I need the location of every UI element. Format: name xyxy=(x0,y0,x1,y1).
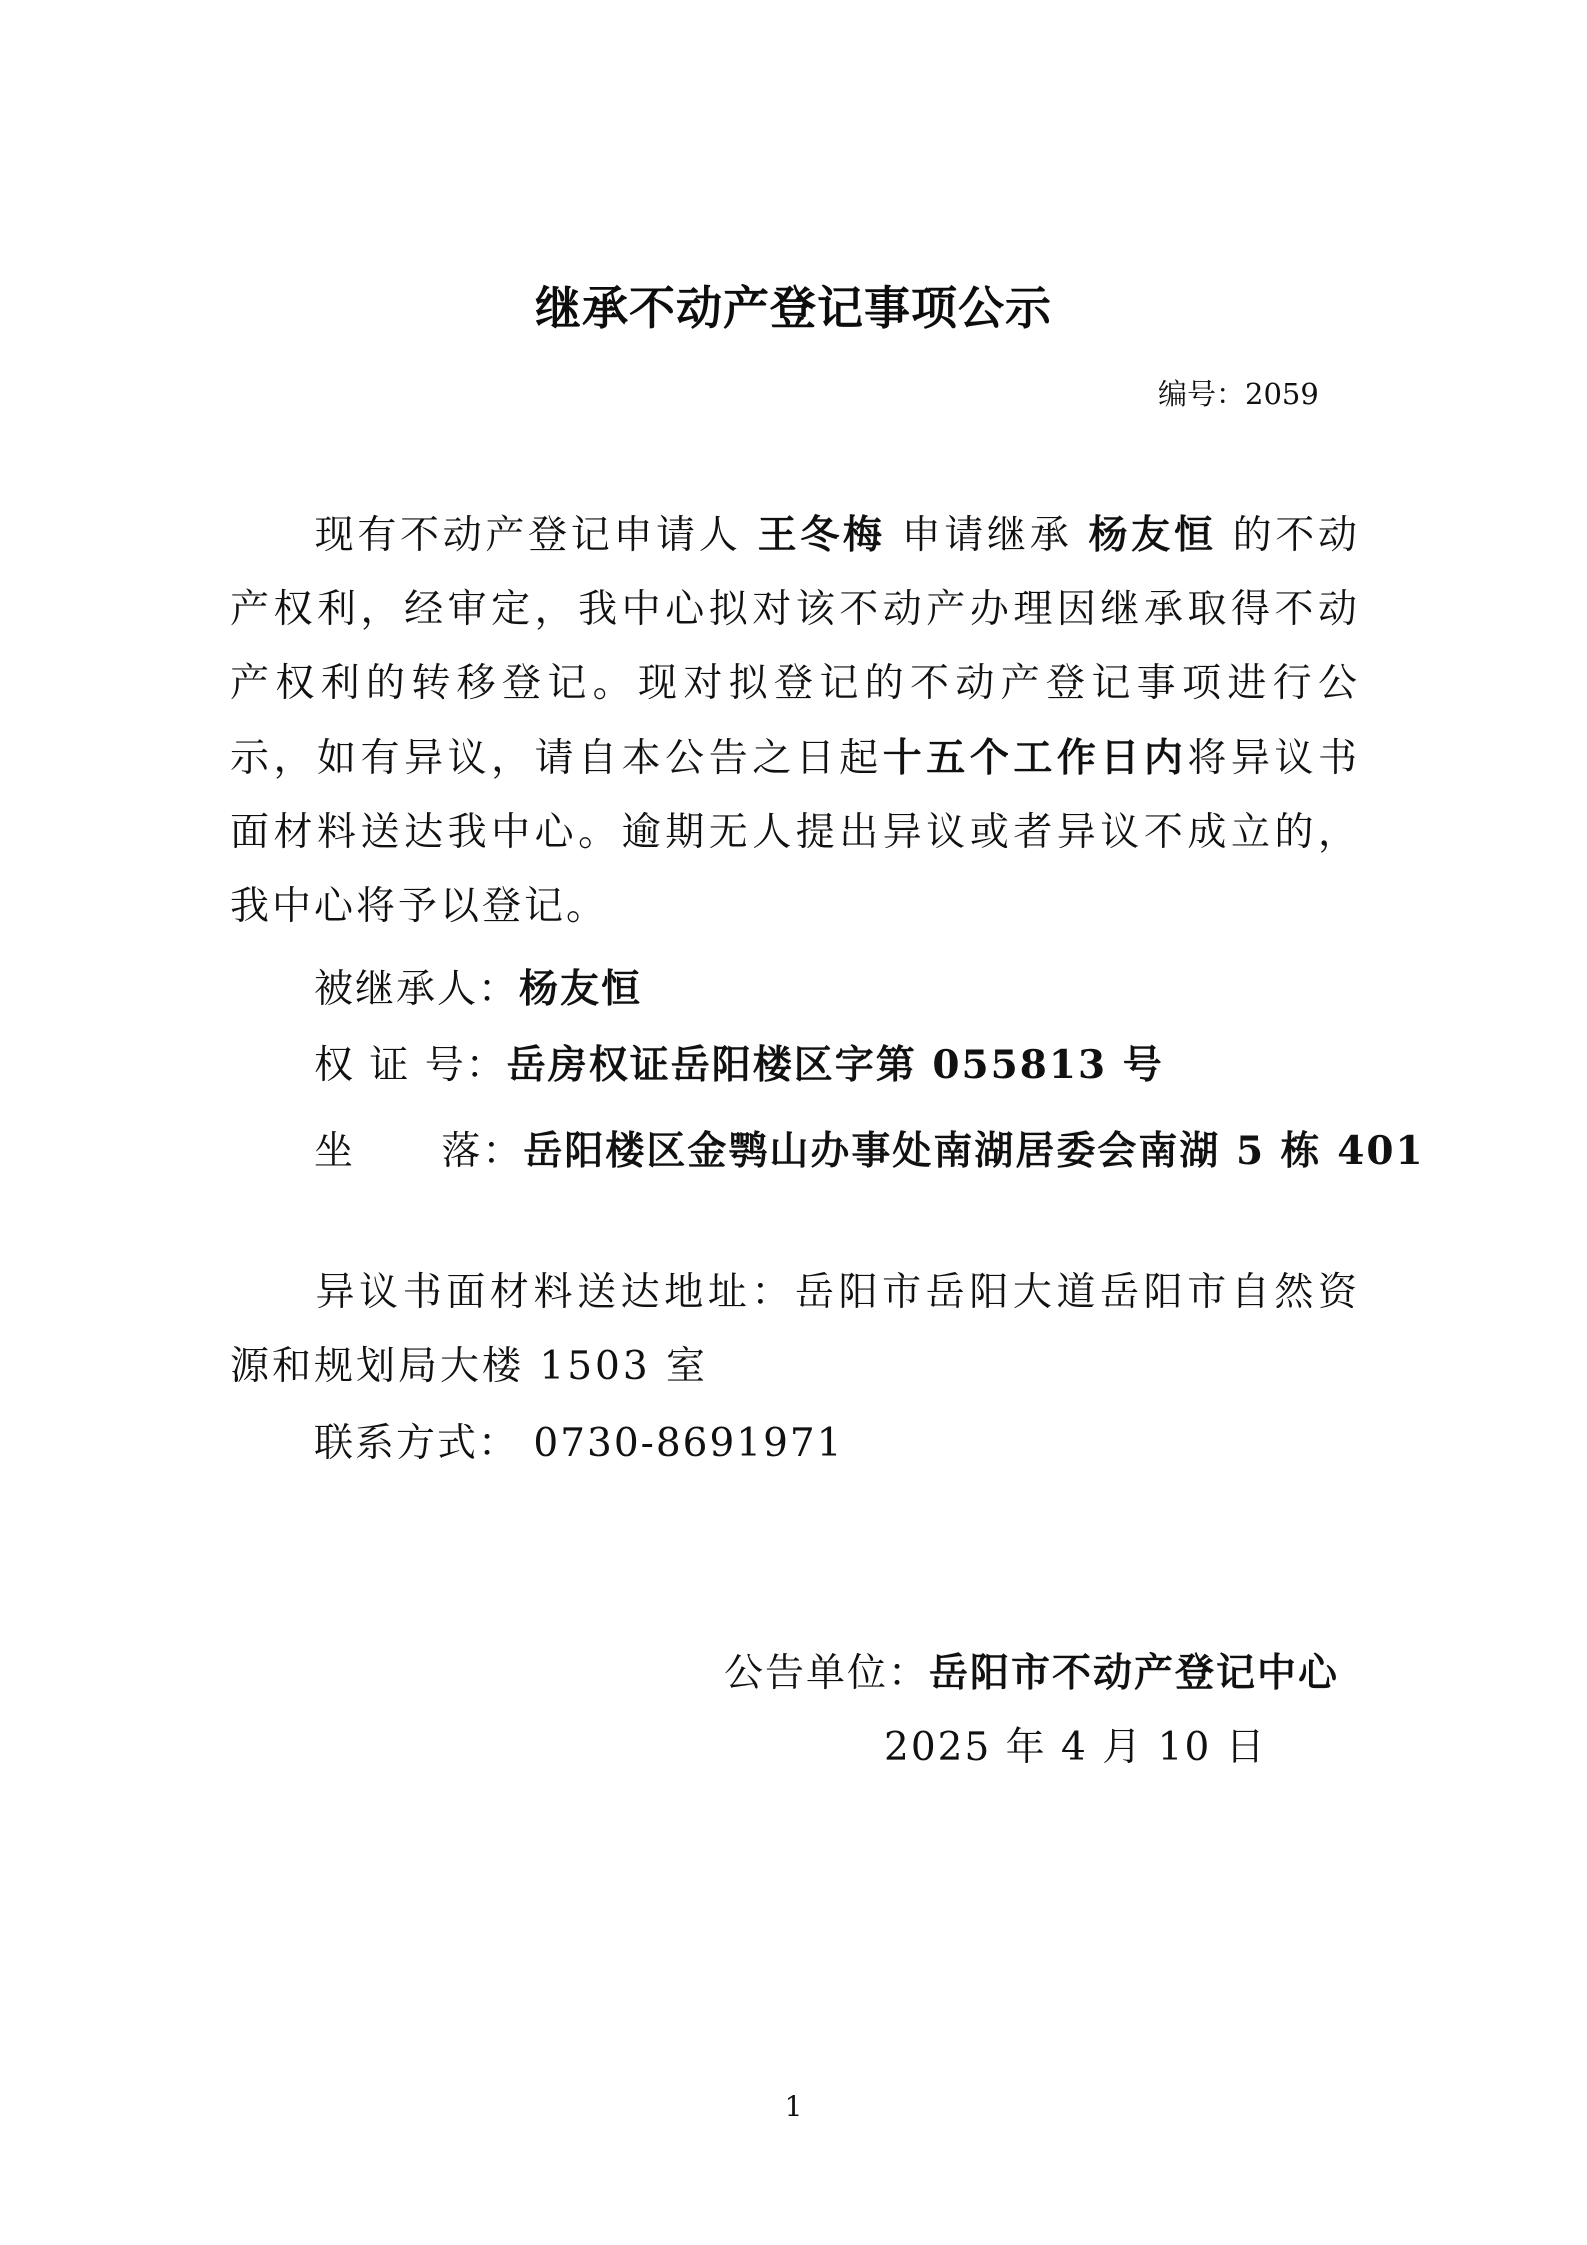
certificate-value: 岳房权证岳阳楼区字第 055813 号 xyxy=(506,1042,1164,1088)
issuer-label: 公告单位： xyxy=(724,1651,930,1696)
decedent-name: 杨友恒 xyxy=(1088,512,1217,558)
intro-part1: 现有不动产登记申请人 xyxy=(314,513,758,558)
location-row xyxy=(314,1120,1425,1176)
objection-address: 异议书面材料送达地址：岳阳市岳阳大道岳阳市自然资源和规划局大楼 1503 室 xyxy=(230,1270,1360,1389)
decedent-value: 杨友恒 xyxy=(519,966,643,1012)
issuer-row xyxy=(724,1642,1339,1698)
contact-value: 0730-8691971 xyxy=(519,1421,844,1466)
objection-address-paragraph xyxy=(230,1256,1360,1404)
certificate-row xyxy=(314,1034,1164,1090)
intro-part4: 将异议书面材料送达我中心。逾期无人提出异议或者异议不成立的，我中心将予以登记。 xyxy=(230,736,1360,929)
intro-part3: 的不动产权利，经审定，我中心拟对该不动产办理因继承取得不动产权利的转移登记。现对拟登记的不动产登记事项进行公示，如有异议，请自本公告之日起 xyxy=(230,513,1360,781)
applicant-name: 王冬梅 xyxy=(757,512,886,558)
location-value: 岳阳楼区金鹗山办事处南湖居委会南湖 5 栋 401 xyxy=(523,1128,1425,1174)
intro-part2: 申请继承 xyxy=(885,513,1089,558)
page-title: 继承不动产登记事项公示 xyxy=(535,281,1052,335)
certificate-label: 权 证 号： xyxy=(314,1043,507,1088)
document-number: 编号：2059 xyxy=(1158,377,1319,411)
intro-paragraph xyxy=(230,498,1360,944)
issuer-value: 岳阳市不动产登记中心 xyxy=(929,1650,1340,1696)
contact-label: 联系方式： xyxy=(314,1421,520,1466)
page-number: 1 xyxy=(784,2090,803,2123)
deadline-text: 十五个工作日内 xyxy=(882,735,1188,781)
decedent-row xyxy=(314,958,642,1014)
location-label: 坐 落： xyxy=(314,1129,524,1174)
decedent-label: 被继承人： xyxy=(314,967,520,1012)
issue-date: 2025 年 4 月 10 日 xyxy=(884,1725,1267,1770)
contact-row xyxy=(314,1412,844,1468)
